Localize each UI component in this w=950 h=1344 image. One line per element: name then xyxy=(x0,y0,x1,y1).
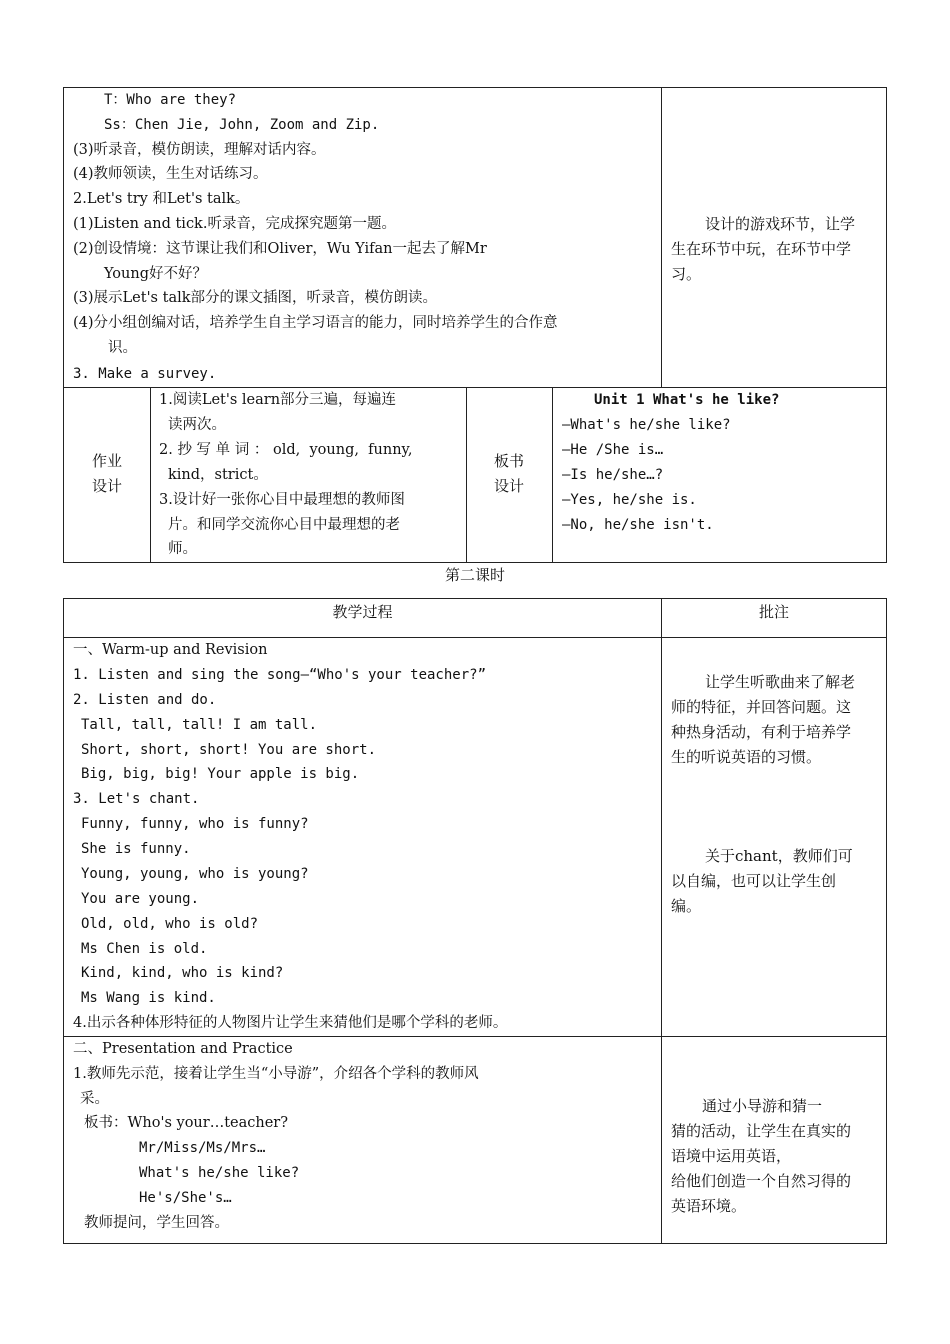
column-divider xyxy=(661,88,662,387)
process-line: (4)分小组创编对话，培养学生自主学习语言的能力，同时培养学生的合作意 xyxy=(73,315,558,331)
process-line: (3)展示Let's talk部分的课文插图，听录音，模仿朗读。 xyxy=(73,290,438,306)
note-line: 让学生听歌曲来了解老 xyxy=(705,673,856,691)
warmup-line: 2. Listen and do. xyxy=(73,692,217,708)
note-line: 生的听说英语的习惯。 xyxy=(671,748,822,766)
warmup-line: She is funny. xyxy=(81,841,191,857)
warmup-line: 1. Listen and sing the song—“Who's your teacher?” xyxy=(73,667,487,683)
warmup-line: Short, short, short! You are short. xyxy=(81,742,377,758)
warmup-line: Big, big, big! Your apple is big. xyxy=(81,766,360,782)
process-line: (1)Listen and tick.听录音，完成探究题第一题。 xyxy=(73,216,396,232)
process-line: 识。 xyxy=(108,340,137,356)
homework-line: 2. 抄 写 单 词 ： old, young, funny, xyxy=(159,442,413,458)
homework-line: 读两次。 xyxy=(168,417,226,433)
board-line: —What's he/she like? xyxy=(562,417,731,433)
presentation-line: What's he/she like? xyxy=(139,1165,300,1181)
process-line: Young好不好？ xyxy=(104,266,208,282)
process-line: (4)教师领读，生生对话练习。 xyxy=(73,166,268,182)
note-line: 种热身活动，有利于培养学 xyxy=(671,723,852,741)
process-line: T：Who are they? xyxy=(104,92,237,108)
homework-line: 3.设计好一张你心目中最理想的教师图 xyxy=(159,492,405,508)
note-line: 设计的游戏环节，让学 xyxy=(705,215,856,233)
homework-line: 片。和同学交流你心目中最理想的老 xyxy=(168,517,400,533)
board-line: —Yes, he/she is. xyxy=(562,492,697,508)
warmup-line: You are young. xyxy=(81,891,200,907)
board-line: —No, he/she isn't. xyxy=(562,517,714,533)
warmup-line: Funny, funny, who is funny? xyxy=(81,816,309,832)
note-line: 通过小导游和猜一 xyxy=(702,1097,823,1115)
warmup-line: Kind, kind, who is kind? xyxy=(81,965,284,981)
board-title: Unit 1 What's he like? xyxy=(594,392,780,408)
note-line: 以自编，也可以让学生创 xyxy=(671,872,837,890)
homework-label-line: 设计 xyxy=(91,477,122,495)
column-divider xyxy=(552,387,553,562)
presentation-line: 板书：Who's your…teacher? xyxy=(84,1115,288,1131)
note-line: 语境中运用英语， xyxy=(671,1147,792,1165)
board-label-line: 板书 xyxy=(493,452,524,470)
homework-line: 1.阅读Let's learn部分三遍，每遍连 xyxy=(159,392,397,408)
presentation-line: He's/She's… xyxy=(139,1190,232,1206)
warmup-line: Young, young, who is young? xyxy=(81,866,309,882)
presentation-line: Mr/Miss/Ms/Mrs… xyxy=(139,1140,266,1156)
header-process: 教学过程 xyxy=(332,603,393,621)
board-line: —Is he/she…? xyxy=(562,467,664,483)
presentation-line: 二、Presentation and Practice xyxy=(73,1041,293,1057)
homework-line: kind，strict。 xyxy=(168,467,268,483)
note-line: 给他们创造一个自然习得的 xyxy=(671,1172,852,1190)
note-line: 英语环境。 xyxy=(671,1197,747,1215)
process-line: Ss：Chen Jie, John, Zoom and Zip. xyxy=(104,117,380,133)
presentation-line: 采。 xyxy=(80,1091,109,1107)
homework-label-line: 作业 xyxy=(91,452,122,470)
board-line: —He /She is… xyxy=(562,442,664,458)
process-line: (2)创设情境：这节课让我们和Oliver，Wu Yifan一起去了解Mr xyxy=(73,241,487,257)
warmup-line: Tall, tall, tall! I am tall. xyxy=(81,717,318,733)
warmup-line: 4.出示各种体形特征的人物图片让学生来猜他们是哪个学科的老师。 xyxy=(73,1015,508,1031)
warmup-line: Old, old, who is old? xyxy=(81,916,259,932)
column-divider xyxy=(661,599,662,1243)
note-line: 猜的活动，让学生在真实的 xyxy=(671,1122,852,1140)
homework-line: 师。 xyxy=(168,541,197,557)
note-line: 习。 xyxy=(671,265,702,283)
note-line: 编。 xyxy=(671,897,702,915)
note-line: 生在环节中玩，在环节中学 xyxy=(671,240,852,258)
warmup-line: 3. Let's chant. xyxy=(73,791,200,807)
section-title: 第二课时 xyxy=(444,566,505,584)
column-divider xyxy=(150,387,151,562)
board-label-line: 设计 xyxy=(493,477,524,495)
note-line: 关于chant，教师们可 xyxy=(705,847,853,865)
note-line: 师的特征，并回答问题。这 xyxy=(671,698,852,716)
process-line: 3. Make a survey. xyxy=(73,366,217,382)
warmup-line: 一、Warm-up and Revision xyxy=(73,642,268,658)
process-line: (3)听录音，模仿朗读，理解对话内容。 xyxy=(73,142,326,158)
warmup-line: Ms Chen is old. xyxy=(81,941,208,957)
presentation-line: 1.教师先示范，接着让学生当“小导游”，介绍各个学科的教师风 xyxy=(73,1066,479,1082)
presentation-line: 教师提问，学生回答。 xyxy=(84,1215,229,1231)
process-line: 2.Let's try 和Let's talk。 xyxy=(73,191,250,207)
warmup-line: Ms Wang is kind. xyxy=(81,990,216,1006)
header-note: 批注 xyxy=(758,603,789,621)
